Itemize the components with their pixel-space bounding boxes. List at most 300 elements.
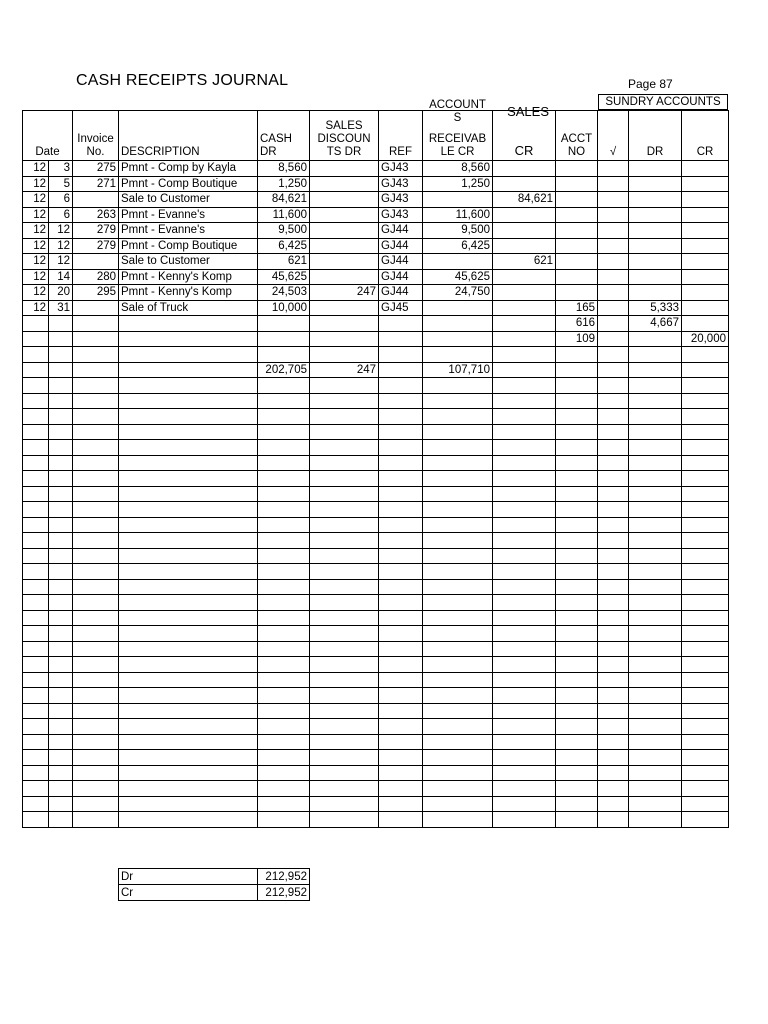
cell-check bbox=[598, 269, 629, 285]
cell-invoice bbox=[73, 331, 119, 347]
empty-cell bbox=[682, 393, 729, 409]
empty-cell bbox=[49, 703, 73, 719]
empty-cell bbox=[493, 595, 556, 611]
journal-row bbox=[23, 254, 729, 270]
empty-cell bbox=[73, 564, 119, 580]
cell-sundry-dr bbox=[629, 331, 682, 347]
cell-check bbox=[598, 176, 629, 192]
cell-description bbox=[119, 316, 258, 332]
empty-cell bbox=[258, 502, 310, 518]
empty-cell bbox=[629, 765, 682, 781]
summary-label: Cr bbox=[119, 885, 258, 901]
header-ref: REF bbox=[379, 111, 423, 161]
empty-cell bbox=[598, 548, 629, 564]
empty-cell bbox=[119, 812, 258, 828]
empty-cell bbox=[598, 378, 629, 394]
cell-sundry-cr bbox=[682, 285, 729, 301]
cell-sales-cr: 621 bbox=[493, 254, 556, 270]
empty-cell bbox=[23, 579, 49, 595]
empty-cell bbox=[23, 471, 49, 487]
cell-cash-dr: 84,621 bbox=[258, 192, 310, 208]
empty-cell bbox=[310, 409, 379, 425]
empty-cell bbox=[49, 657, 73, 673]
cell-sundry-cr bbox=[682, 207, 729, 223]
empty-cell bbox=[556, 564, 598, 580]
empty-cell bbox=[682, 719, 729, 735]
cell-description bbox=[119, 362, 258, 378]
empty-cell bbox=[556, 610, 598, 626]
cell-ref: GJ44 bbox=[379, 223, 423, 239]
empty-cell bbox=[379, 424, 423, 440]
empty-cell bbox=[423, 409, 493, 425]
empty-cell bbox=[73, 424, 119, 440]
empty-cell bbox=[73, 533, 119, 549]
blank-row bbox=[23, 719, 729, 735]
cell-description: Sale of Truck bbox=[119, 300, 258, 316]
empty-cell bbox=[423, 610, 493, 626]
empty-cell bbox=[379, 688, 423, 704]
empty-cell bbox=[598, 765, 629, 781]
header-sundry-cr: CR bbox=[682, 111, 729, 161]
cell-check bbox=[598, 207, 629, 223]
journal-title: CASH RECEIPTS JOURNAL bbox=[76, 72, 289, 89]
blank-row bbox=[23, 641, 729, 657]
empty-cell bbox=[556, 595, 598, 611]
empty-cell bbox=[23, 378, 49, 394]
empty-cell bbox=[258, 796, 310, 812]
cell-sales-discount bbox=[310, 223, 379, 239]
header-accounts-receivable-cr: ACCOUNT S RECEIVAB LE CR bbox=[423, 111, 493, 161]
cell-cash-dr bbox=[258, 331, 310, 347]
empty-cell bbox=[598, 641, 629, 657]
empty-cell bbox=[556, 517, 598, 533]
cell-invoice bbox=[73, 300, 119, 316]
cell-description: Pmnt - Comp Boutique bbox=[119, 176, 258, 192]
empty-cell bbox=[23, 657, 49, 673]
empty-cell bbox=[493, 409, 556, 425]
empty-cell bbox=[49, 471, 73, 487]
empty-cell bbox=[49, 688, 73, 704]
empty-cell bbox=[379, 579, 423, 595]
empty-cell bbox=[682, 486, 729, 502]
empty-cell bbox=[310, 688, 379, 704]
cell-day: 31 bbox=[49, 300, 73, 316]
journal-row bbox=[23, 207, 729, 223]
empty-cell bbox=[423, 672, 493, 688]
empty-cell bbox=[73, 455, 119, 471]
cell-sales-cr bbox=[493, 300, 556, 316]
empty-cell bbox=[119, 626, 258, 642]
empty-cell bbox=[119, 595, 258, 611]
cell-description: Pmnt - Comp by Kayla bbox=[119, 161, 258, 177]
cell-sales-discount bbox=[310, 347, 379, 363]
empty-cell bbox=[423, 393, 493, 409]
empty-cell bbox=[423, 703, 493, 719]
cell-ar-cr: 1,250 bbox=[423, 176, 493, 192]
empty-cell bbox=[23, 781, 49, 797]
empty-cell bbox=[629, 393, 682, 409]
empty-cell bbox=[629, 641, 682, 657]
cell-ar-cr: 9,500 bbox=[423, 223, 493, 239]
cell-sundry-dr bbox=[629, 347, 682, 363]
cell-invoice bbox=[73, 192, 119, 208]
empty-cell bbox=[310, 564, 379, 580]
empty-cell bbox=[73, 765, 119, 781]
empty-cell bbox=[258, 719, 310, 735]
empty-cell bbox=[49, 765, 73, 781]
empty-cell bbox=[258, 765, 310, 781]
empty-cell bbox=[258, 455, 310, 471]
empty-cell bbox=[49, 378, 73, 394]
blank-row bbox=[23, 750, 729, 766]
cell-month: 12 bbox=[23, 238, 49, 254]
empty-cell bbox=[493, 688, 556, 704]
empty-cell bbox=[23, 750, 49, 766]
empty-cell bbox=[556, 703, 598, 719]
empty-cell bbox=[598, 734, 629, 750]
empty-cell bbox=[493, 765, 556, 781]
cell-day bbox=[49, 331, 73, 347]
empty-cell bbox=[629, 517, 682, 533]
cell-invoice bbox=[73, 254, 119, 270]
empty-cell bbox=[598, 657, 629, 673]
cell-cash-dr: 10,000 bbox=[258, 300, 310, 316]
empty-cell bbox=[119, 378, 258, 394]
cell-month: 12 bbox=[23, 254, 49, 270]
empty-cell bbox=[49, 626, 73, 642]
empty-cell bbox=[23, 533, 49, 549]
empty-cell bbox=[379, 812, 423, 828]
empty-cell bbox=[310, 750, 379, 766]
empty-cell bbox=[119, 672, 258, 688]
cell-cash-dr bbox=[258, 316, 310, 332]
empty-cell bbox=[23, 486, 49, 502]
empty-cell bbox=[258, 517, 310, 533]
cell-month: 12 bbox=[23, 285, 49, 301]
cell-sundry-dr bbox=[629, 285, 682, 301]
empty-cell bbox=[379, 734, 423, 750]
cell-check bbox=[598, 254, 629, 270]
empty-cell bbox=[629, 548, 682, 564]
header-sundry-dr: DR bbox=[629, 111, 682, 161]
empty-cell bbox=[49, 424, 73, 440]
empty-cell bbox=[258, 657, 310, 673]
empty-cell bbox=[258, 688, 310, 704]
cell-description: Pmnt - Kenny's Komp bbox=[119, 269, 258, 285]
empty-cell bbox=[23, 409, 49, 425]
cell-sales-discount bbox=[310, 176, 379, 192]
cell-ar-cr bbox=[423, 254, 493, 270]
empty-cell bbox=[629, 378, 682, 394]
empty-cell bbox=[73, 626, 119, 642]
cell-sales-discount bbox=[310, 161, 379, 177]
empty-cell bbox=[682, 517, 729, 533]
cell-sundry-cr bbox=[682, 254, 729, 270]
cell-month bbox=[23, 331, 49, 347]
empty-cell bbox=[682, 502, 729, 518]
empty-cell bbox=[258, 378, 310, 394]
journal-row bbox=[23, 238, 729, 254]
cell-ar-cr: 6,425 bbox=[423, 238, 493, 254]
empty-cell bbox=[310, 533, 379, 549]
blank-row bbox=[23, 579, 729, 595]
summary-label: Dr bbox=[119, 869, 258, 885]
cell-ref: GJ44 bbox=[379, 285, 423, 301]
empty-cell bbox=[310, 796, 379, 812]
empty-cell bbox=[556, 455, 598, 471]
empty-cell bbox=[379, 610, 423, 626]
blank-row bbox=[23, 796, 729, 812]
cell-acct-no bbox=[556, 362, 598, 378]
empty-cell bbox=[629, 688, 682, 704]
empty-cell bbox=[119, 688, 258, 704]
empty-cell bbox=[379, 781, 423, 797]
cell-invoice: 280 bbox=[73, 269, 119, 285]
cell-sales-cr: 84,621 bbox=[493, 192, 556, 208]
cell-cash-dr: 202,705 bbox=[258, 362, 310, 378]
cell-cash-dr: 9,500 bbox=[258, 223, 310, 239]
empty-cell bbox=[493, 812, 556, 828]
empty-cell bbox=[49, 393, 73, 409]
cell-acct-no: 109 bbox=[556, 331, 598, 347]
empty-cell bbox=[73, 641, 119, 657]
empty-cell bbox=[629, 440, 682, 456]
empty-cell bbox=[379, 564, 423, 580]
empty-cell bbox=[119, 765, 258, 781]
empty-cell bbox=[423, 688, 493, 704]
empty-cell bbox=[423, 641, 493, 657]
cell-check bbox=[598, 300, 629, 316]
empty-cell bbox=[493, 672, 556, 688]
empty-cell bbox=[73, 393, 119, 409]
empty-cell bbox=[682, 688, 729, 704]
empty-cell bbox=[556, 657, 598, 673]
empty-cell bbox=[119, 719, 258, 735]
empty-cell bbox=[379, 657, 423, 673]
cell-sundry-cr bbox=[682, 362, 729, 378]
blank-row bbox=[23, 765, 729, 781]
cell-invoice bbox=[73, 316, 119, 332]
cell-description bbox=[119, 331, 258, 347]
empty-cell bbox=[23, 548, 49, 564]
cell-sundry-cr bbox=[682, 238, 729, 254]
cell-invoice bbox=[73, 362, 119, 378]
empty-cell bbox=[598, 595, 629, 611]
empty-cell bbox=[423, 626, 493, 642]
header-row bbox=[23, 111, 729, 161]
cell-day: 12 bbox=[49, 238, 73, 254]
cell-description: Sale to Customer bbox=[119, 192, 258, 208]
empty-cell bbox=[682, 595, 729, 611]
cell-sundry-cr bbox=[682, 176, 729, 192]
empty-cell bbox=[493, 455, 556, 471]
empty-cell bbox=[423, 564, 493, 580]
empty-cell bbox=[423, 765, 493, 781]
empty-cell bbox=[682, 796, 729, 812]
empty-cell bbox=[598, 610, 629, 626]
cell-sales-discount bbox=[310, 316, 379, 332]
empty-cell bbox=[379, 378, 423, 394]
empty-cell bbox=[310, 641, 379, 657]
empty-cell bbox=[73, 781, 119, 797]
cell-check bbox=[598, 362, 629, 378]
empty-cell bbox=[258, 409, 310, 425]
cell-day: 14 bbox=[49, 269, 73, 285]
empty-cell bbox=[379, 765, 423, 781]
empty-cell bbox=[73, 657, 119, 673]
empty-cell bbox=[598, 579, 629, 595]
cell-sundry-dr bbox=[629, 254, 682, 270]
cell-ref bbox=[379, 331, 423, 347]
empty-cell bbox=[629, 781, 682, 797]
empty-cell bbox=[379, 533, 423, 549]
header-date: Date bbox=[23, 111, 73, 161]
empty-cell bbox=[556, 471, 598, 487]
empty-cell bbox=[598, 517, 629, 533]
empty-cell bbox=[493, 750, 556, 766]
empty-cell bbox=[423, 378, 493, 394]
empty-cell bbox=[119, 409, 258, 425]
empty-cell bbox=[119, 471, 258, 487]
empty-cell bbox=[493, 626, 556, 642]
empty-cell bbox=[493, 471, 556, 487]
empty-cell bbox=[119, 548, 258, 564]
empty-cell bbox=[310, 812, 379, 828]
cell-check bbox=[598, 161, 629, 177]
empty-cell bbox=[49, 579, 73, 595]
empty-cell bbox=[682, 533, 729, 549]
empty-cell bbox=[379, 471, 423, 487]
empty-cell bbox=[119, 440, 258, 456]
empty-cell bbox=[556, 672, 598, 688]
cell-month: 12 bbox=[23, 269, 49, 285]
empty-cell bbox=[682, 610, 729, 626]
empty-cell bbox=[310, 672, 379, 688]
blank-row bbox=[23, 409, 729, 425]
empty-cell bbox=[493, 781, 556, 797]
cell-sales-discount bbox=[310, 192, 379, 208]
cell-day: 20 bbox=[49, 285, 73, 301]
empty-cell bbox=[682, 548, 729, 564]
empty-cell bbox=[119, 657, 258, 673]
empty-cell bbox=[310, 440, 379, 456]
empty-cell bbox=[556, 796, 598, 812]
empty-cell bbox=[682, 471, 729, 487]
cell-ar-cr: 107,710 bbox=[423, 362, 493, 378]
empty-cell bbox=[23, 502, 49, 518]
empty-cell bbox=[310, 657, 379, 673]
cell-day: 12 bbox=[49, 254, 73, 270]
journal-row bbox=[23, 192, 729, 208]
empty-cell bbox=[258, 533, 310, 549]
empty-cell bbox=[73, 796, 119, 812]
empty-cell bbox=[598, 796, 629, 812]
empty-cell bbox=[73, 440, 119, 456]
empty-cell bbox=[49, 734, 73, 750]
cell-sales-discount bbox=[310, 238, 379, 254]
cell-sales-cr bbox=[493, 331, 556, 347]
empty-cell bbox=[598, 703, 629, 719]
cell-sundry-cr bbox=[682, 192, 729, 208]
empty-cell bbox=[310, 703, 379, 719]
cell-sundry-dr bbox=[629, 176, 682, 192]
blank-row bbox=[23, 471, 729, 487]
empty-cell bbox=[629, 502, 682, 518]
empty-cell bbox=[598, 424, 629, 440]
empty-cell bbox=[310, 626, 379, 642]
empty-cell bbox=[598, 719, 629, 735]
journal-row bbox=[23, 347, 729, 363]
empty-cell bbox=[119, 703, 258, 719]
empty-cell bbox=[556, 750, 598, 766]
empty-cell bbox=[682, 409, 729, 425]
empty-cell bbox=[423, 548, 493, 564]
empty-cell bbox=[23, 424, 49, 440]
blank-row bbox=[23, 703, 729, 719]
cell-ar-cr bbox=[423, 300, 493, 316]
empty-cell bbox=[556, 548, 598, 564]
cell-cash-dr: 6,425 bbox=[258, 238, 310, 254]
empty-cell bbox=[598, 781, 629, 797]
empty-cell bbox=[49, 502, 73, 518]
empty-cell bbox=[73, 734, 119, 750]
empty-cell bbox=[379, 548, 423, 564]
empty-cell bbox=[682, 626, 729, 642]
cell-ar-cr bbox=[423, 192, 493, 208]
empty-cell bbox=[119, 750, 258, 766]
cell-invoice: 263 bbox=[73, 207, 119, 223]
empty-cell bbox=[682, 424, 729, 440]
empty-cell bbox=[73, 672, 119, 688]
empty-cell bbox=[73, 471, 119, 487]
empty-cell bbox=[119, 610, 258, 626]
empty-cell bbox=[556, 781, 598, 797]
empty-cell bbox=[119, 486, 258, 502]
cell-description: Pmnt - Comp Boutique bbox=[119, 238, 258, 254]
cell-check bbox=[598, 285, 629, 301]
empty-cell bbox=[556, 424, 598, 440]
sundry-accounts-header: SUNDRY ACCOUNTS bbox=[598, 94, 728, 110]
empty-cell bbox=[629, 486, 682, 502]
cell-cash-dr: 45,625 bbox=[258, 269, 310, 285]
empty-cell bbox=[493, 424, 556, 440]
cell-month bbox=[23, 347, 49, 363]
journal-row bbox=[23, 331, 729, 347]
empty-cell bbox=[310, 486, 379, 502]
empty-cell bbox=[119, 564, 258, 580]
cell-ar-cr: 45,625 bbox=[423, 269, 493, 285]
empty-cell bbox=[49, 595, 73, 611]
empty-cell bbox=[493, 657, 556, 673]
empty-cell bbox=[73, 688, 119, 704]
cell-ar-cr: 24,750 bbox=[423, 285, 493, 301]
empty-cell bbox=[23, 812, 49, 828]
empty-cell bbox=[423, 440, 493, 456]
empty-cell bbox=[493, 734, 556, 750]
summary-row bbox=[119, 885, 310, 901]
empty-cell bbox=[379, 502, 423, 518]
empty-cell bbox=[598, 688, 629, 704]
cell-sundry-dr: 5,333 bbox=[629, 300, 682, 316]
empty-cell bbox=[629, 533, 682, 549]
empty-cell bbox=[423, 719, 493, 735]
empty-cell bbox=[310, 781, 379, 797]
empty-cell bbox=[310, 548, 379, 564]
empty-cell bbox=[258, 440, 310, 456]
summary-value: 212,952 bbox=[258, 869, 310, 885]
blank-row bbox=[23, 610, 729, 626]
cell-month: 12 bbox=[23, 161, 49, 177]
